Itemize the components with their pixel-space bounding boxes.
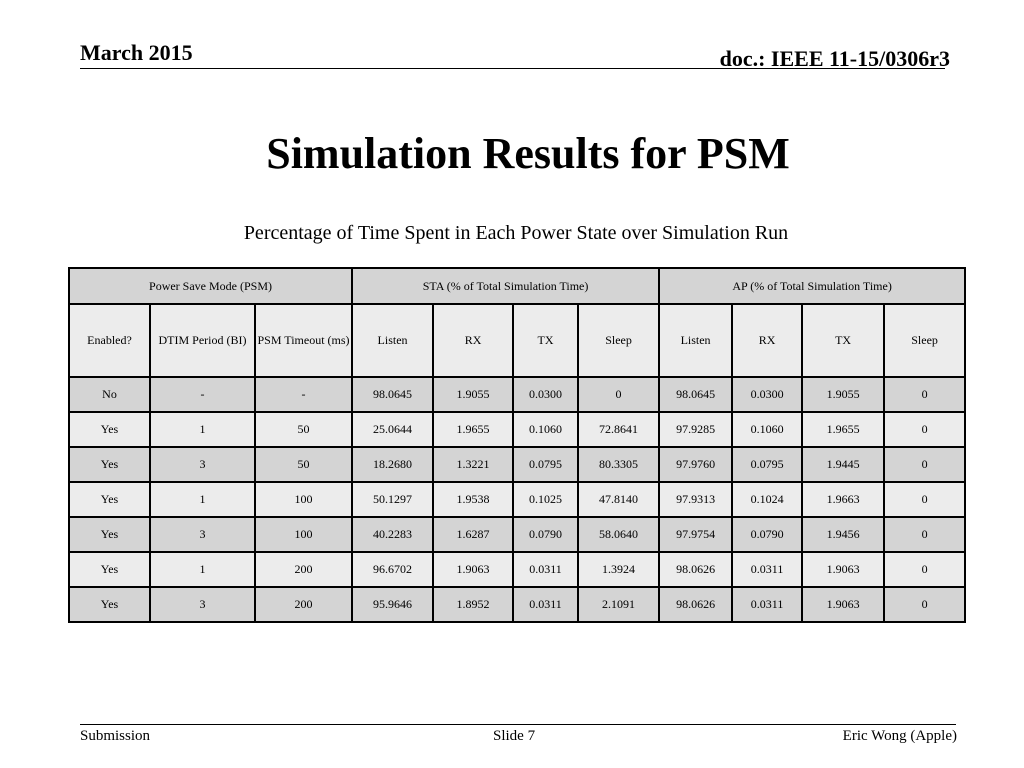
table-cell: 72.8641 <box>578 412 659 447</box>
group-header-psm: Power Save Mode (PSM) <box>69 268 352 304</box>
table-cell: Yes <box>69 517 150 552</box>
table-row <box>69 552 965 587</box>
table-row <box>69 482 965 517</box>
table-cell: 0 <box>884 552 965 587</box>
header-doc-id: doc.: IEEE 11-15/0306r3 <box>719 46 950 71</box>
table-cell: Yes <box>69 412 150 447</box>
table-cell: 3 <box>150 587 255 622</box>
table-cell: 3 <box>150 517 255 552</box>
table-cell: 1.9063 <box>802 552 884 587</box>
table-cell: 0.1060 <box>513 412 578 447</box>
table-cell: Yes <box>69 447 150 482</box>
table-cell: 1.3221 <box>433 447 513 482</box>
table-cell: 50 <box>255 412 352 447</box>
table-cell: 98.0626 <box>659 587 732 622</box>
table-cell: 97.9754 <box>659 517 732 552</box>
table-cell: 0.0300 <box>513 377 578 412</box>
column-header: Enabled? <box>69 304 150 377</box>
table-cell: 1 <box>150 412 255 447</box>
slide-title: Simulation Results for PSM <box>266 129 790 178</box>
column-header: TX <box>802 304 884 377</box>
table-cell: 1.8952 <box>433 587 513 622</box>
column-header: Sleep <box>884 304 965 377</box>
table-cell: 98.0626 <box>659 552 732 587</box>
table-cell: 95.9646 <box>352 587 433 622</box>
header-date: March 2015 <box>80 40 193 65</box>
table-cell: - <box>150 377 255 412</box>
table-cell: 0.0795 <box>732 447 802 482</box>
footer-submission: Submission <box>80 728 151 744</box>
table-cell: 1.9063 <box>433 552 513 587</box>
table-cell: 0.0790 <box>732 517 802 552</box>
table-cell: 50.1297 <box>352 482 433 517</box>
table-cell: 0.0311 <box>732 552 802 587</box>
column-header: Listen <box>352 304 433 377</box>
column-header: DTIM Period (BI) <box>150 304 255 377</box>
table-cell: 47.8140 <box>578 482 659 517</box>
column-header: TX <box>513 304 578 377</box>
table-cell: 80.3305 <box>578 447 659 482</box>
table-cell: 0 <box>884 412 965 447</box>
column-header: Sleep <box>578 304 659 377</box>
table-cell: 0 <box>884 517 965 552</box>
table-cell: 18.2680 <box>352 447 433 482</box>
table-row <box>69 377 965 412</box>
table-cell: 0.0790 <box>513 517 578 552</box>
table-cell: 1.9445 <box>802 447 884 482</box>
table-cell: 0.0795 <box>513 447 578 482</box>
column-header: RX <box>732 304 802 377</box>
table-cell: 1.9456 <box>802 517 884 552</box>
slide-subtitle: Percentage of Time Spent in Each Power State over Simulation Run <box>243 222 789 244</box>
table-cell: 97.9285 <box>659 412 732 447</box>
header-divider <box>80 68 945 69</box>
column-header: PSM Timeout (ms) <box>255 304 352 377</box>
table-cell: 0 <box>884 482 965 517</box>
table-cell: 1 <box>150 552 255 587</box>
table-cell: Yes <box>69 482 150 517</box>
table-cell: 1.9655 <box>433 412 513 447</box>
table-cell: - <box>255 377 352 412</box>
table-cell: 2.1091 <box>578 587 659 622</box>
table-cell: 3 <box>150 447 255 482</box>
table-row <box>69 587 965 622</box>
group-header-row <box>69 268 965 304</box>
group-header-sta: STA (% of Total Simulation Time) <box>352 268 659 304</box>
table-cell: No <box>69 377 150 412</box>
table-cell: 98.0645 <box>659 377 732 412</box>
table-cell: 200 <box>255 587 352 622</box>
table-cell: 98.0645 <box>352 377 433 412</box>
results-table <box>68 267 966 623</box>
table-cell: 25.0644 <box>352 412 433 447</box>
table-cell: 96.6702 <box>352 552 433 587</box>
table-cell: 0.0311 <box>513 587 578 622</box>
table-cell: 50 <box>255 447 352 482</box>
table-cell: 1.9655 <box>802 412 884 447</box>
table-cell: 1.9055 <box>433 377 513 412</box>
footer-slide-number: Slide 7 <box>493 728 536 744</box>
table-cell: 1.9055 <box>802 377 884 412</box>
table-cell: 0.0311 <box>732 587 802 622</box>
table-cell: 200 <box>255 552 352 587</box>
column-header-row <box>69 304 965 377</box>
table-cell: 100 <box>255 517 352 552</box>
table-cell: Yes <box>69 587 150 622</box>
table-cell: 1.9663 <box>802 482 884 517</box>
column-header: RX <box>433 304 513 377</box>
table-cell: 0.1060 <box>732 412 802 447</box>
table-cell: 1.3924 <box>578 552 659 587</box>
table-cell: 97.9760 <box>659 447 732 482</box>
table-cell: 40.2283 <box>352 517 433 552</box>
table-cell: 0 <box>884 587 965 622</box>
table-cell: 0 <box>884 377 965 412</box>
table-cell: 0.0300 <box>732 377 802 412</box>
table-cell: 58.0640 <box>578 517 659 552</box>
table-cell: 0.0311 <box>513 552 578 587</box>
group-header-ap: AP (% of Total Simulation Time) <box>659 268 965 304</box>
table-cell: 0.1024 <box>732 482 802 517</box>
table-cell: 0 <box>578 377 659 412</box>
table-cell: 1 <box>150 482 255 517</box>
footer-author: Eric Wong (Apple) <box>842 728 957 744</box>
table-cell: 97.9313 <box>659 482 732 517</box>
table-row <box>69 517 965 552</box>
table-cell: 1.9063 <box>802 587 884 622</box>
table-cell: 0 <box>884 447 965 482</box>
table-cell: 1.9538 <box>433 482 513 517</box>
table-cell: 0.1025 <box>513 482 578 517</box>
table-row <box>69 412 965 447</box>
footer-divider <box>80 724 956 725</box>
table-row <box>69 447 965 482</box>
table-cell: 100 <box>255 482 352 517</box>
column-header: Listen <box>659 304 732 377</box>
table-cell: Yes <box>69 552 150 587</box>
table-cell: 1.6287 <box>433 517 513 552</box>
